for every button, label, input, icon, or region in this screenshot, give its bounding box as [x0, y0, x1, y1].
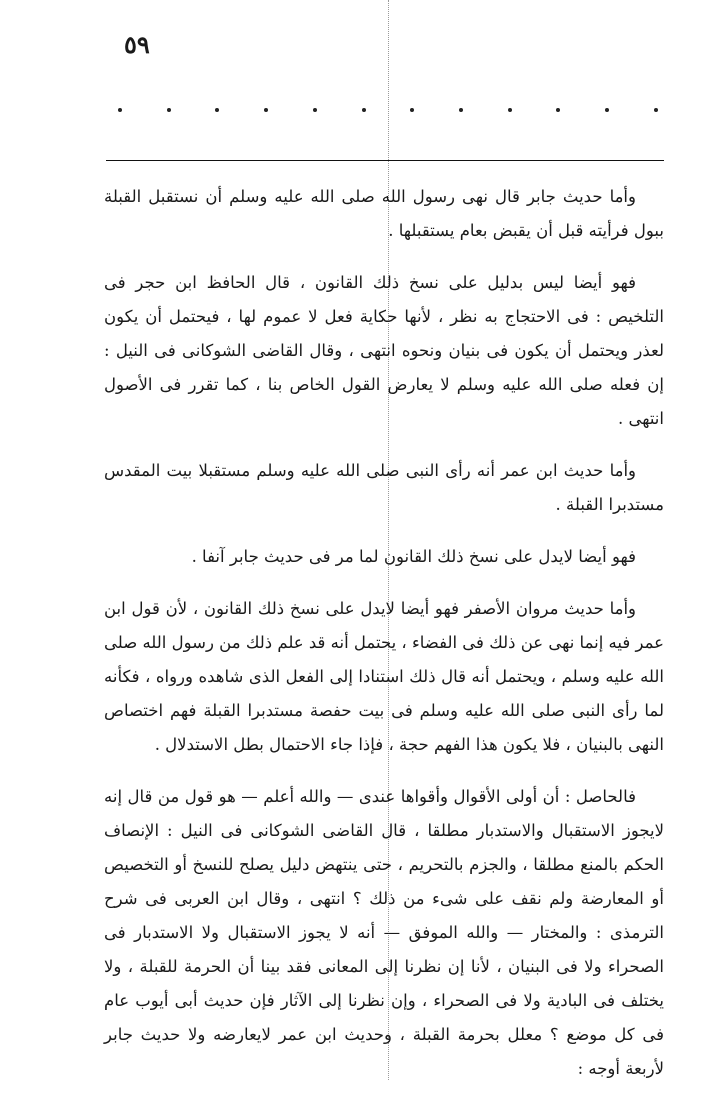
- separator-dot: [654, 108, 658, 112]
- separator-dot: [605, 108, 609, 112]
- paragraph-marwan-hadith: وأما حديث مروان الأصفر فهو أيضا لايدل على نسخ ذلك القانون ، لأن قول ابن عمر فيه إنما نهى عن ذلك فى الفضاء ، يحتمل أنه قد علم ذلك من رسول الله صلى الله عليه وسلم ، ويحتمل أنه قال ذلك استنادا إلى الفعل الذى شاهده ورواه ، فكأنه لما رأى النبى صلى الله عليه وسلم فى بيت حفصة مستدبرا القبلة فهم اختصاص النهى بالبنيان ، فلا يكون هذا الفهم حجة ، فإذا جاء الاحتمال بطل الاستدلال .: [103, 599, 664, 754]
- paragraph-ibn-umar-hadith: وأما حديث ابن عمر أنه رأى النبى صلى الله عليه وسلم مستقبلا بيت المقدس مستدبرا القبلة .: [104, 461, 664, 514]
- paragraph-conclusion: فالحاصل : أن أولى الأقوال وأقواها عندى — والله أعلم — هو قول من قال إنه لايجوز الاستقبال والاستدبار مطلقا ، قال القاضى الشوكانى فى النيل : الإنصاف الحكم بالمنع مطلقا ، والجزم بالتحريم ، حتى ينتهض دليل يصلح للنسخ أو التخصيص أو المعارضة ولم نقف على شىء من ذلك ؟ انتهى ، وقال ابن العربى فى شرح الترمذى : والمختار — والله الموفق — أنه لا يجوز الاستقبال ولا الاستدبار فى الصحراء ولا فى البنيان ، لأنا إن نظرنا إلى المعانى فقد بينا أن الحرمة للقبلة ، ولا يختلف فى البادية ولا فى الصحراء ، وإن نظرنا إلى الآثار فإن حديث أبى أيوب عام فى كل موضع ؟ معلل بحرمة القبلة ، وحديث ابن عمر لايعارضه ولا حديث جابر لأربعة أوجه :: [104, 787, 664, 1078]
- header-rule: [106, 160, 664, 161]
- separator-dot: [118, 108, 122, 112]
- dotted-separator: [118, 104, 658, 116]
- page-number: ٥٩: [124, 30, 150, 59]
- paragraph-ibn-hajar-reply: فهو أيضا ليس بدليل على نسخ ذلك القانون ، قال الحافظ ابن حجر فى التلخيص : فى الاحتجاج به نظر ، لأنها حكاية فعل لا عموم لها ، فيحتمل أن يكون لعذر ويحتمل أن يكون فى بنيان ونحوه انتهى ، وقال القاضى الشوكانى فى النيل : إن فعله صلى الله عليه وسلم لا يعارض القول الخاص بنا ، كما تقرر فى الأصول انتهى .: [104, 273, 664, 428]
- paragraph-ibn-umar-reply: فهو أيضا لايدل على نسخ ذلك القانون لما مر فى حديث جابر آنفا .: [191, 547, 636, 566]
- paragraph-jabir-hadith: وأما حديث جابر قال نهى رسول الله صلى الله عليه وسلم أن نستقبل القبلة ببول فرأيته قبل أن يقبض بعام يستقبلها .: [104, 187, 664, 240]
- separator-dot: [508, 108, 512, 112]
- separator-dot: [410, 108, 414, 112]
- separator-dot: [362, 108, 366, 112]
- separator-dot: [459, 108, 463, 112]
- body-text: [104, 180, 664, 1104]
- separator-dot: [215, 108, 219, 112]
- separator-dot: [167, 108, 171, 112]
- separator-dot: [556, 108, 560, 112]
- separator-dot: [264, 108, 268, 112]
- separator-dot: [313, 108, 317, 112]
